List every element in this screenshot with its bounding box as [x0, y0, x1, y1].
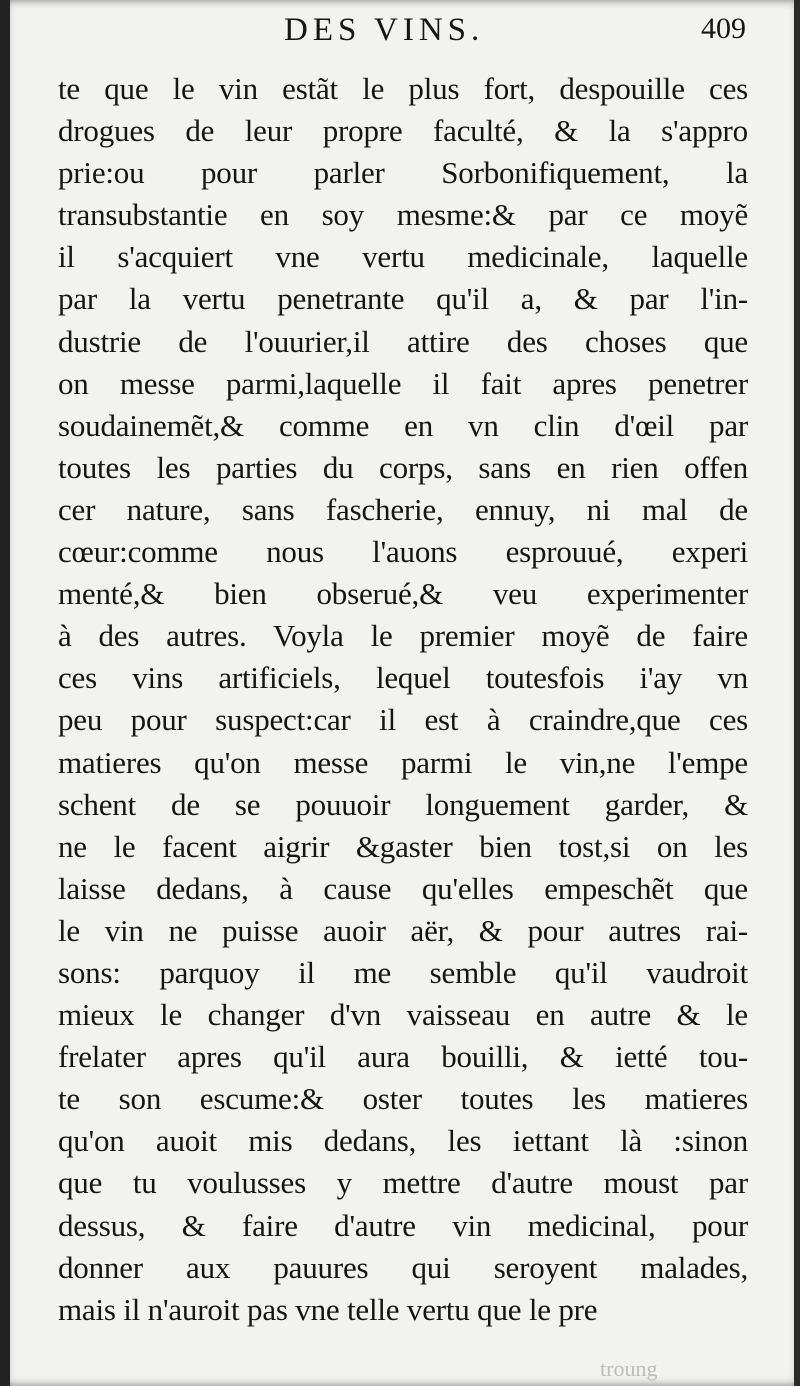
text-line: dessus, & faire d'autre vin medicinal, pour: [58, 1207, 748, 1243]
text-line: cœur:comme nous l'auons esprouué, experi: [58, 534, 748, 570]
show-through-text: troung: [600, 1356, 658, 1381]
text-line: sons: parquoy il me semble qu'il vaudroit: [58, 954, 748, 990]
text-line: frelater apres qu'il aura bouilli, & ietté tou-: [58, 1039, 748, 1075]
text-line: te son escume:& oster toutes les matieres: [58, 1081, 748, 1117]
body-text: [58, 68, 748, 1331]
text-line: peu pour suspect:car il est à craindre,que ces: [58, 702, 748, 738]
text-line: le vin ne puisse auoir aër, & pour autres rai-: [58, 912, 748, 948]
text-line: drogues de leur propre faculté, & la s'appro: [58, 113, 748, 149]
text-line: laisse dedans, à cause qu'elles empeschẽt que: [58, 870, 748, 906]
text-line: mais il n'auroit pas vne telle vertu que le pre: [58, 1291, 598, 1327]
page-number: 409: [701, 12, 746, 45]
text-line: menté,& bien obserué,& veu experimenter: [58, 576, 748, 612]
text-line: soudainemẽt,& comme en vn clin d'œil par: [58, 407, 748, 443]
text-line: dustrie de l'ouurier,il attire des choses que: [58, 323, 748, 359]
text-line: ne le facent aigrir &gaster bien tost,si on les: [58, 828, 748, 864]
text-line: que tu voulusses y mettre d'autre moust par: [58, 1165, 748, 1201]
page-header: [56, 10, 746, 50]
text-line: ces vins artificiels, lequel toutesfois i'ay vn: [58, 660, 748, 696]
text-line: à des autres. Voyla le premier moyẽ de faire: [58, 618, 748, 654]
text-line: matieres qu'on messe parmi le vin,ne l'empe: [58, 744, 748, 780]
text-line: toutes les parties du corps, sans en rien offen: [58, 449, 748, 485]
text-line: donner aux pauures qui seroyent malades,: [58, 1249, 748, 1285]
text-line: on messe parmi,laquelle il fait apres penetrer: [58, 365, 748, 401]
page-gutter-shadow: [0, 0, 10, 1386]
page-edge: [794, 0, 800, 1386]
text-line: mieux le changer d'vn vaisseau en autre & le: [58, 997, 748, 1033]
text-line: prie:ou pour parler Sorbonifiquement, la: [58, 155, 748, 191]
bleed-through: [0, 1342, 800, 1382]
text-line: il s'acquiert vne vertu medicinale, laquelle: [58, 239, 748, 275]
text-line: schent de se pouuoir longuement garder, &: [58, 786, 748, 822]
running-head: DES VINS.: [284, 12, 485, 48]
text-line: transubstantie en soy mesme:& par ce moyẽ: [58, 197, 748, 233]
text-line: qu'on auoit mis dedans, les iettant là :sinon: [58, 1123, 748, 1159]
text-line: cer nature, sans fascherie, ennuy, ni mal de: [58, 491, 748, 527]
text-line: par la vertu penetrante qu'il a, & par l'in-: [58, 281, 748, 317]
text-line: te que le vin estãt le plus fort, despouille ces: [58, 71, 748, 106]
